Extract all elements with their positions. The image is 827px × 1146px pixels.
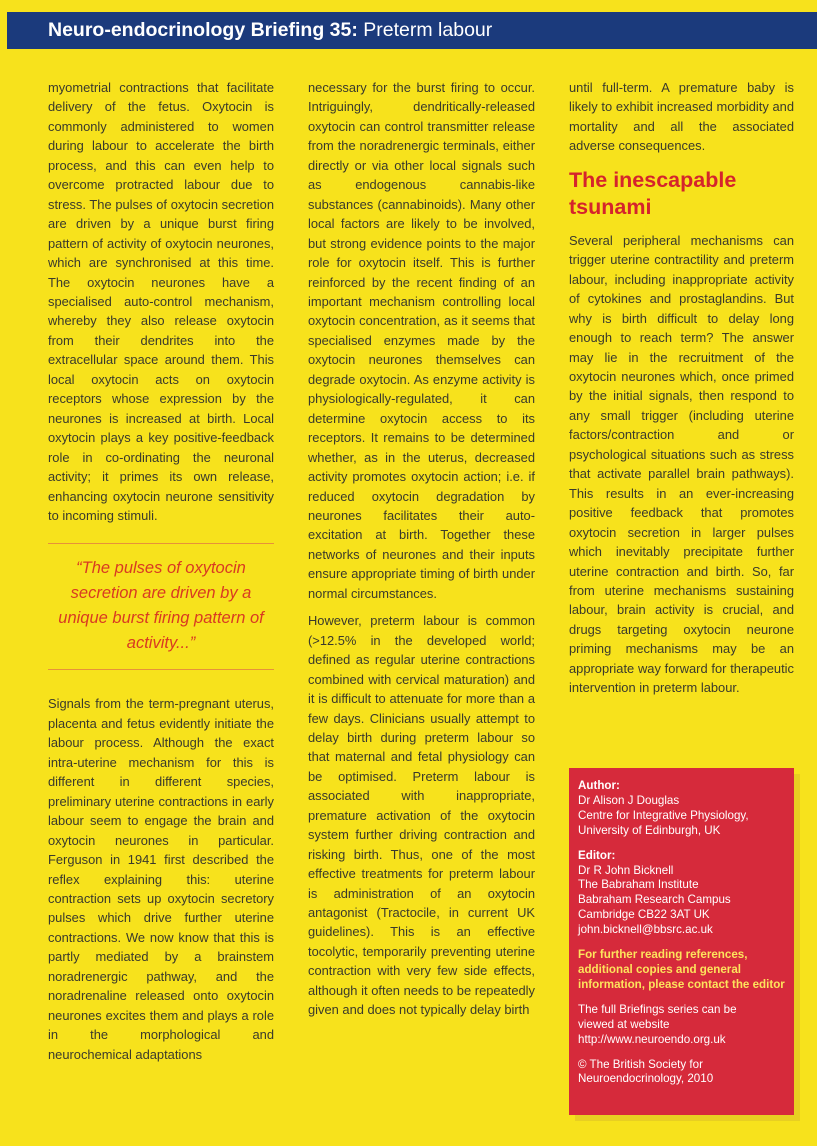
- series-line-1: The full Briefings series can be: [578, 1002, 737, 1016]
- author-name: Dr Alison J Douglas: [578, 793, 680, 807]
- page-header: [7, 12, 817, 49]
- column-1: [48, 78, 274, 1064]
- series-line-2: viewed at website: [578, 1017, 670, 1031]
- author-info-box: [569, 768, 794, 1115]
- column-3: [569, 78, 794, 698]
- copyright-line-1: © The British Society for: [578, 1057, 703, 1071]
- column2-paragraph-1: necessary for the burst firing to occur. Intriguingly, dendritically-released oxytocin can control transmitter release from the noradrenergic terminals, either directly or via other local signals such as endogenous cannabis-like substances (cannabinoids). Many other local factors are likely to be involved, but strong evidence points to the major role for oxytocin itself. This is further reinforced by the recent finding of an important mechanism controlling local oxytocin concentration, as it seems that specialised enzymes made by the oxytocin neurones themselves can degrade oxytocin. As enzyme activity is physiologically-regulated, it can determine oxytocin access to its receptors. It remains to be determined whether, as in the uterus, decreased activity promotes oxytocin action; i.e. if reduced oxytocin degradation by neurones facilitates their auto-excitation at birth. Together these networks of neurones and their inputs ensure appropriate timing of birth under normal circumstances.: [308, 80, 535, 601]
- column3-paragraph-1: until full-term. A premature baby is likely to exhibit increased morbidity and mortality and all the associated adverse consequences.: [569, 80, 794, 154]
- copyright-line-2: Neuroendocrinology, 2010: [578, 1072, 714, 1086]
- section-heading: The inescapable tsunami: [569, 167, 737, 219]
- editor-email[interactable]: john.bicknell@bbsrc.ac.uk: [578, 923, 713, 937]
- editor-address: Cambridge CB22 3AT UK: [578, 908, 710, 922]
- column1-paragraph-1: myometrial contractions that facilitate delivery of the fetus. Oxytocin is commonly administered to women during labour to accelerate the birth process, and this can even help to overcome protracted labour due to stress. The pulses of oxytocin secretion are driven by a unique burst firing pattern of activity of oxytocin neurones, which are synchronised at this time. The oxytocin neurones have a specialised auto-control mechanism, whereby they also release oxytocin from their dendrites into the extracellular space around them. This local oxytocin acts on oxytocin receptors whose expression by the neurones is increased at birth. Local oxytocin plays a key positive-feedback role in co-ordinating the neuronal activity; it primes its own release, enhancing oxytocin neurone sensitivity to incoming stimuli.: [48, 80, 274, 523]
- header-series: Neuro-endocrinology Briefing 35:: [48, 19, 358, 41]
- editor-label: Editor:: [578, 848, 616, 862]
- header-topic: Preterm labour: [363, 19, 493, 41]
- editor-institute: The Babraham Institute: [578, 878, 699, 892]
- column1-paragraph-2: Signals from the term-pregnant uterus, placenta and fetus evidently initiate the labour process. Although the exact intra-uterine mechanism for this is different in different species, preliminary uterine contractions in early labour seem to engage the brain and oxytocin neurones in particular. Ferguson in 1941 first described the reflex explaining this: uterine contraction sets up oxytocin secretory pulses which drive further uterine contractions. We now know that this is partly mediated by a brainstem noradrenergic pathway, and the noradrenaline released onto oxytocin neurones excites them and plays a role in the morphological and neurochemical adaptations: [48, 696, 274, 1062]
- pull-quote: “The pulses of oxytocin secretion are driven by a unique burst firing pattern of activity...”: [48, 543, 274, 670]
- editor-name: Dr R John Bicknell: [578, 863, 674, 877]
- author-affiliation: Centre for Integrative Physiology,: [578, 808, 749, 822]
- website-link[interactable]: http://www.neuroendo.org.uk: [578, 1032, 726, 1046]
- author-university: University of Edinburgh, UK: [578, 823, 721, 837]
- column3-paragraph-2: Several peripheral mechanisms can trigger uterine contractility and preterm labour, including inappropriate activity of cytokines and prostaglandins. But why is birth difficult to delay long enough to reach term? The answer may lie in the recruitment of the oxytocin neurones which, once primed by the initial signals, then respond to any small trigger (including uterine factors/contraction and or psychological situations such as stress that activate parallel brain pathways). This results in an ever-increasing positive feedback that promotes oxytocin secretion in larger pulses which inevitably precipitate further uterine contraction and birth. So, far from uterine mechanisms sustaining labour, brain activity is crucial, and drugs targeting oxytocin neurone priming mechanisms may be an appropriate way forward for therapeutic intervention in preterm labour.: [569, 232, 794, 696]
- further-reading-note: For further reading references, additional copies and general information, please contact the editor: [578, 948, 785, 991]
- author-label: Author:: [578, 779, 620, 792]
- editor-campus: Babraham Research Campus: [578, 893, 731, 907]
- column2-paragraph-2: However, preterm labour is common (>12.5% in the developed world; defined as regular uterine contractions combined with cervical maturation) and it is difficult to attenuate for more than a few days. Clinicians usually attempt to delay birth during preterm labour so that maternal and fetal physiology can be optimised. Preterm labour is associated with inappropriate, premature activation of the oxytocin system further driving contraction and risking birth. Thus, one of the most effective treatments for preterm labour is administration of an oxytocin antagonist (Tractocile, in current UK guidelines). This is an effective tocolytic, temporarily preventing uterine contraction with very few side effects, although it often needs to be repeatedly given and does not typically delay birth: [308, 613, 535, 1018]
- column-2: [308, 78, 535, 1020]
